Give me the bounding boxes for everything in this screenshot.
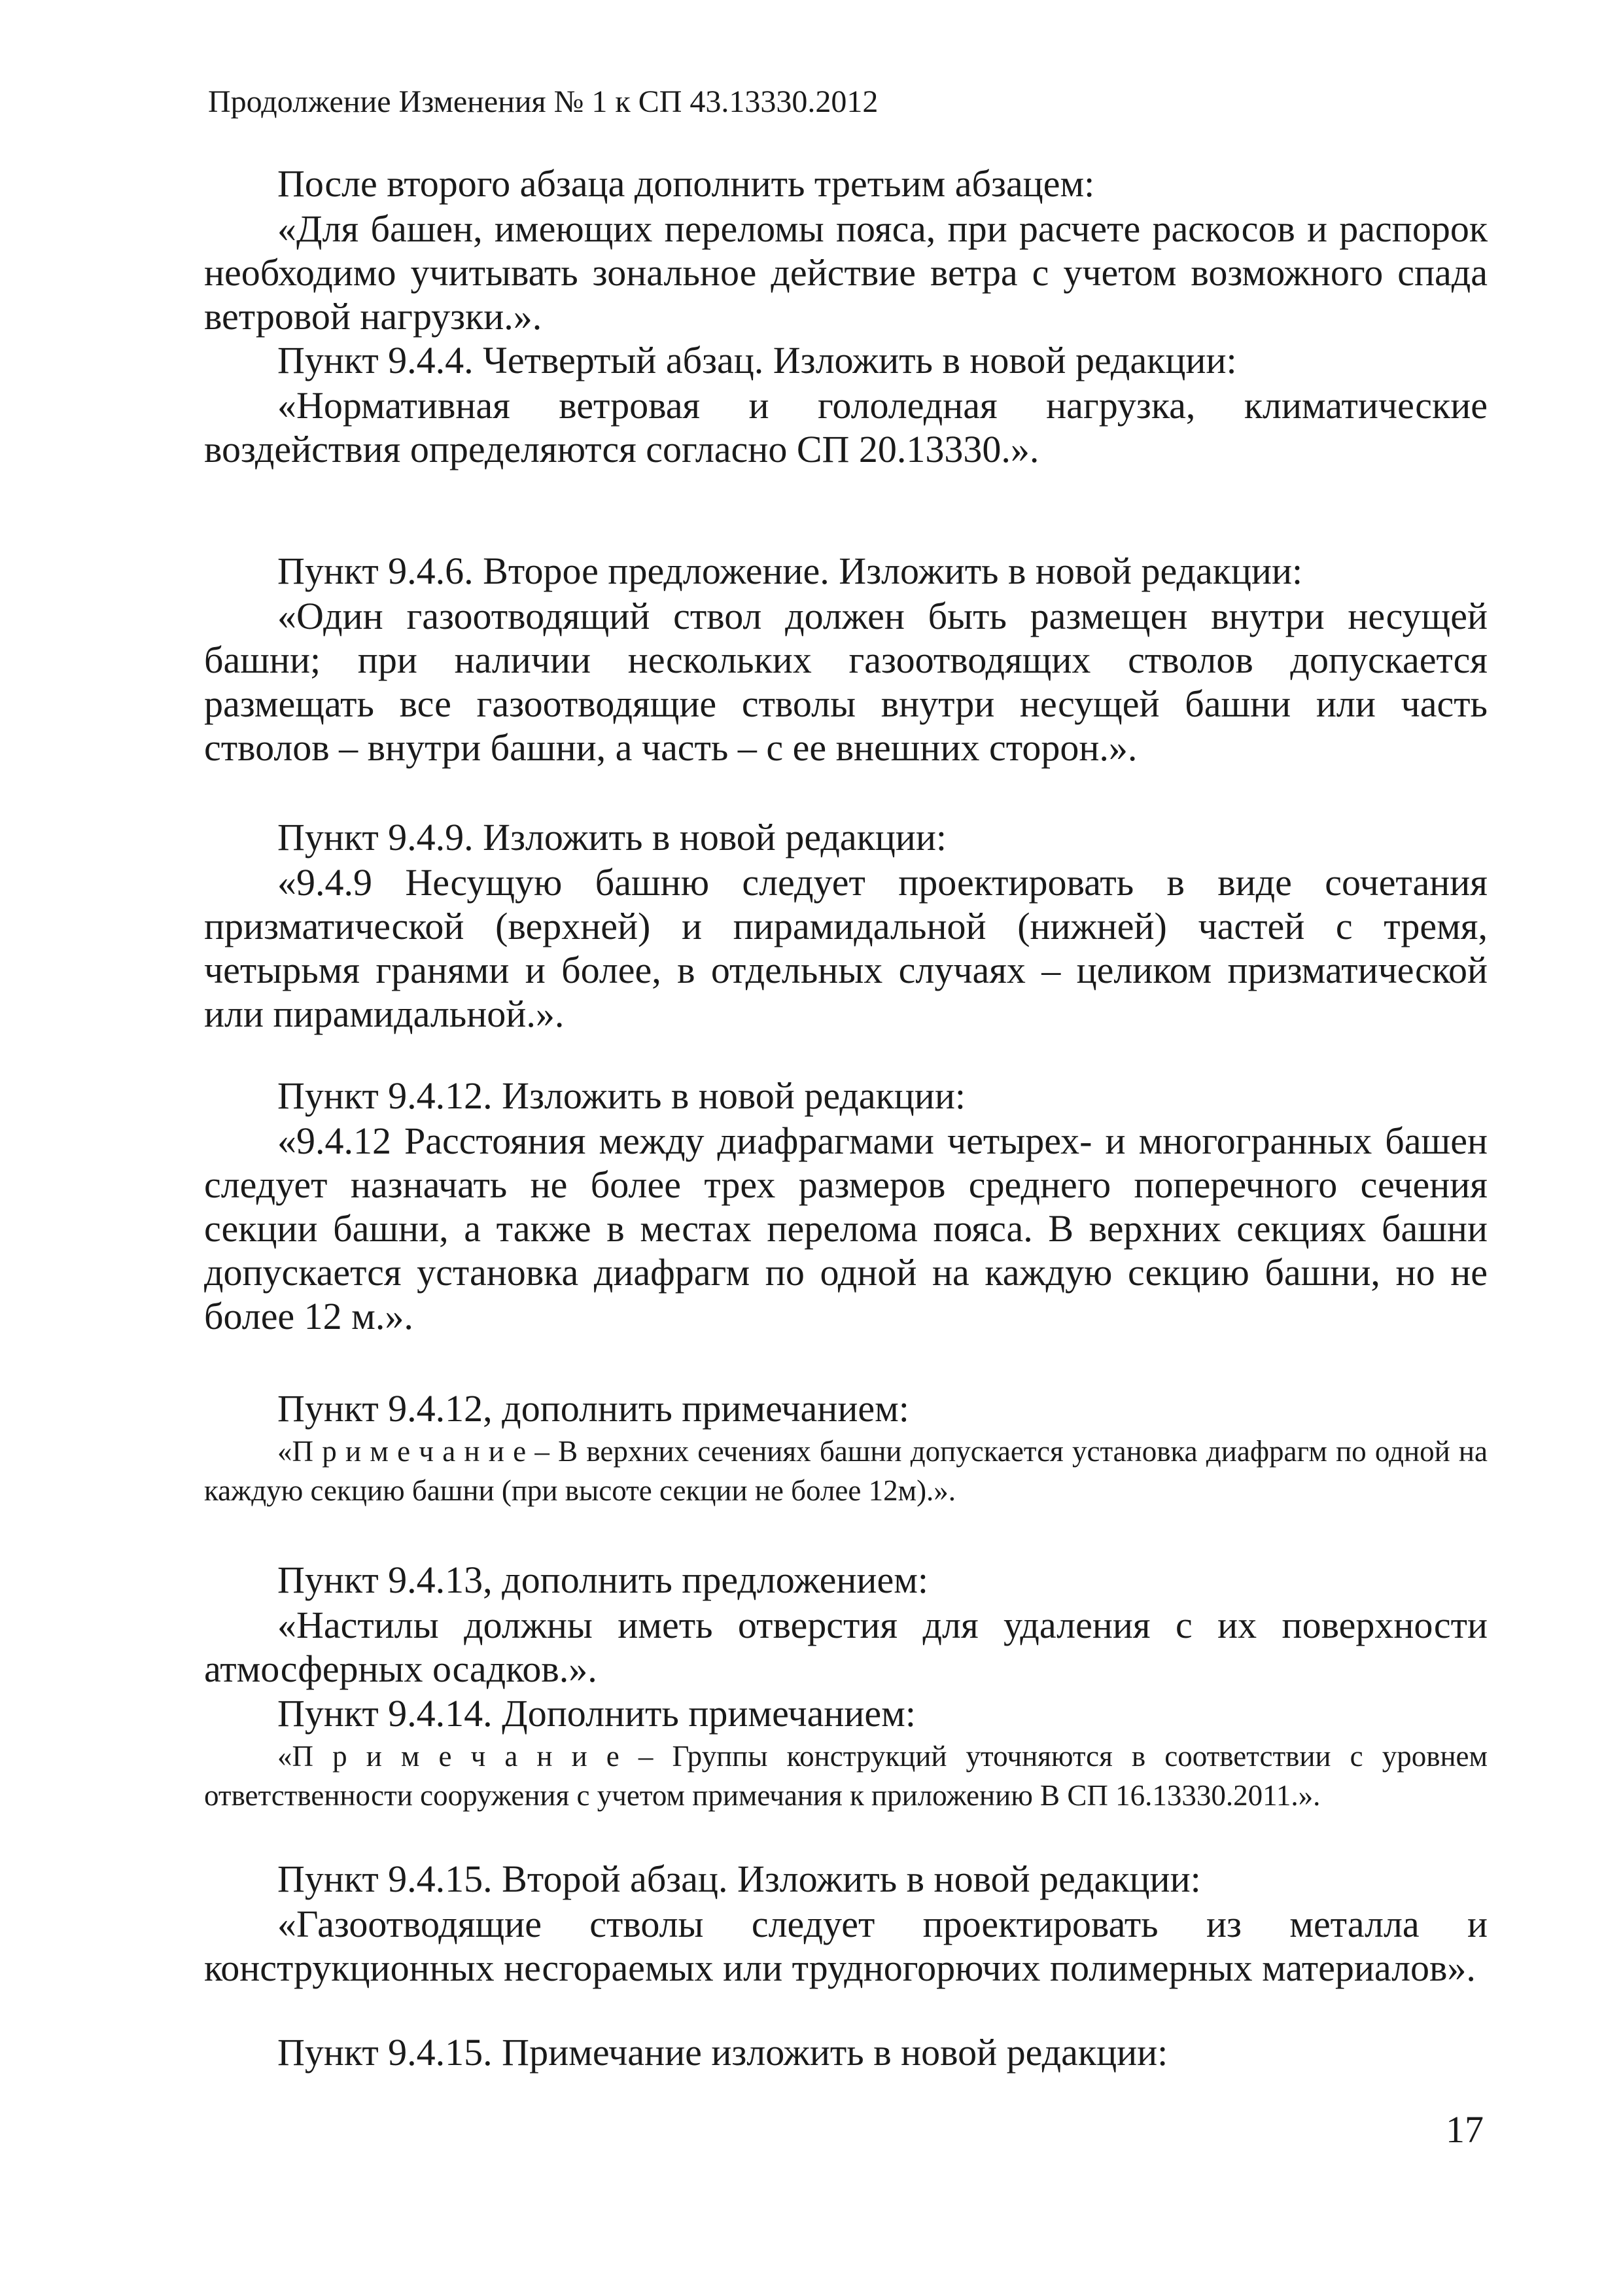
note-label: П р и м е ч а н и е xyxy=(292,1740,620,1773)
note-label: П р и м е ч а н и е xyxy=(292,1435,527,1468)
note-open-quote: « xyxy=(277,1740,292,1773)
section-heading: Пункт 9.4.15. Второй абзац. Изложить в новой редакции: xyxy=(277,1858,1201,1900)
section-body: «9.4.12 Расстояния между диафрагмами четырех- и многогранных башен следует назначать не более трех размеров среднего поперечного сечения секции башни, а также в местах перелома пояса. В верхних секциях башни допускается установка диафрагм по одной на каждую секцию башни, но не более 12 м.». xyxy=(204,1120,1488,1337)
section-heading: Пункт 9.4.6. Второе предложение. Изложить в новой редакции: xyxy=(277,550,1303,592)
section-heading: Пункт 9.4.9. Изложить в новой редакции: xyxy=(277,816,947,858)
section-heading: После второго абзаца дополнить третьим абзацем: xyxy=(277,162,1095,205)
section-body: «Нормативная ветровая и гололедная нагрузка, климатические воздействия определяются согласно СП 20.13330.». xyxy=(204,384,1488,470)
section-heading: Пункт 9.4.13, дополнить предложением: xyxy=(277,1559,929,1601)
note-body: – Группы конструкций уточняются в соответствии с уровнем ответственности сооружения с учетом примечания к приложению В СП 16.13330.2011.». xyxy=(204,1740,1488,1812)
page-number: 17 xyxy=(1446,2108,1484,2151)
section-8 xyxy=(204,1691,1488,1815)
section-heading: Пункт 9.4.15. Примечание изложить в новой редакции: xyxy=(277,2031,1168,2074)
section-7 xyxy=(204,1557,1488,1691)
section-body: «Один газоотводящий ствол должен быть размещен внутри несущей башни; при наличии нескольких газоотводящих стволов допускается размещать все газоотводящие стволы внутри несущей башни или часть стволов – внутри башни, а часть – с ее внешних сторон.». xyxy=(204,595,1488,769)
page-header: Продолжение Изменения № 1 к СП 43.13330.2012 xyxy=(208,84,879,119)
note-paragraph xyxy=(204,1432,1488,1510)
section-10 xyxy=(204,2030,1488,2075)
section-heading: Пункт 9.4.4. Четвертый абзац. Изложить в новой редакции: xyxy=(277,339,1237,381)
section-6 xyxy=(204,1386,1488,1510)
section-5 xyxy=(204,1073,1488,1338)
section-body: «Для башен, имеющих переломы пояса, при расчете раскосов и распорок необходимо учитывать зональное действие ветра с учетом возможного спада ветровой нагрузки.». xyxy=(204,207,1488,338)
section-heading: Пункт 9.4.14. Дополнить примечанием: xyxy=(277,1692,916,1735)
section-body: «Настилы должны иметь отверстия для удаления с их поверхности атмосферных осадков.». xyxy=(204,1604,1488,1690)
section-3 xyxy=(204,548,1488,769)
note-paragraph xyxy=(204,1737,1488,1815)
section-9 xyxy=(204,1856,1488,1990)
section-body: «9.4.9 Несущую башню следует проектировать в виде сочетания призматической (верхней) и пирамидальной (нижней) частей с тремя, четырьмя гранями и более, в отдельных случаях – целиком призматической или пирамидальной.». xyxy=(204,861,1488,1035)
section-heading: Пункт 9.4.12, дополнить примечанием: xyxy=(277,1387,909,1430)
section-heading: Пункт 9.4.12. Изложить в новой редакции: xyxy=(277,1074,966,1117)
section-body: «Газоотводящие стволы следует проектировать из металла и конструкционных несгораемых или трудногорючих полимерных материалов». xyxy=(204,1903,1488,1989)
section-2 xyxy=(204,338,1488,471)
note-open-quote: « xyxy=(277,1435,292,1468)
section-1 xyxy=(204,161,1488,338)
section-4 xyxy=(204,815,1488,1036)
note-body: – В верхних сечениях башни допускается установка диафрагм по одной на каждую секцию башни (при высоте секции не более 12м).». xyxy=(204,1435,1488,1507)
